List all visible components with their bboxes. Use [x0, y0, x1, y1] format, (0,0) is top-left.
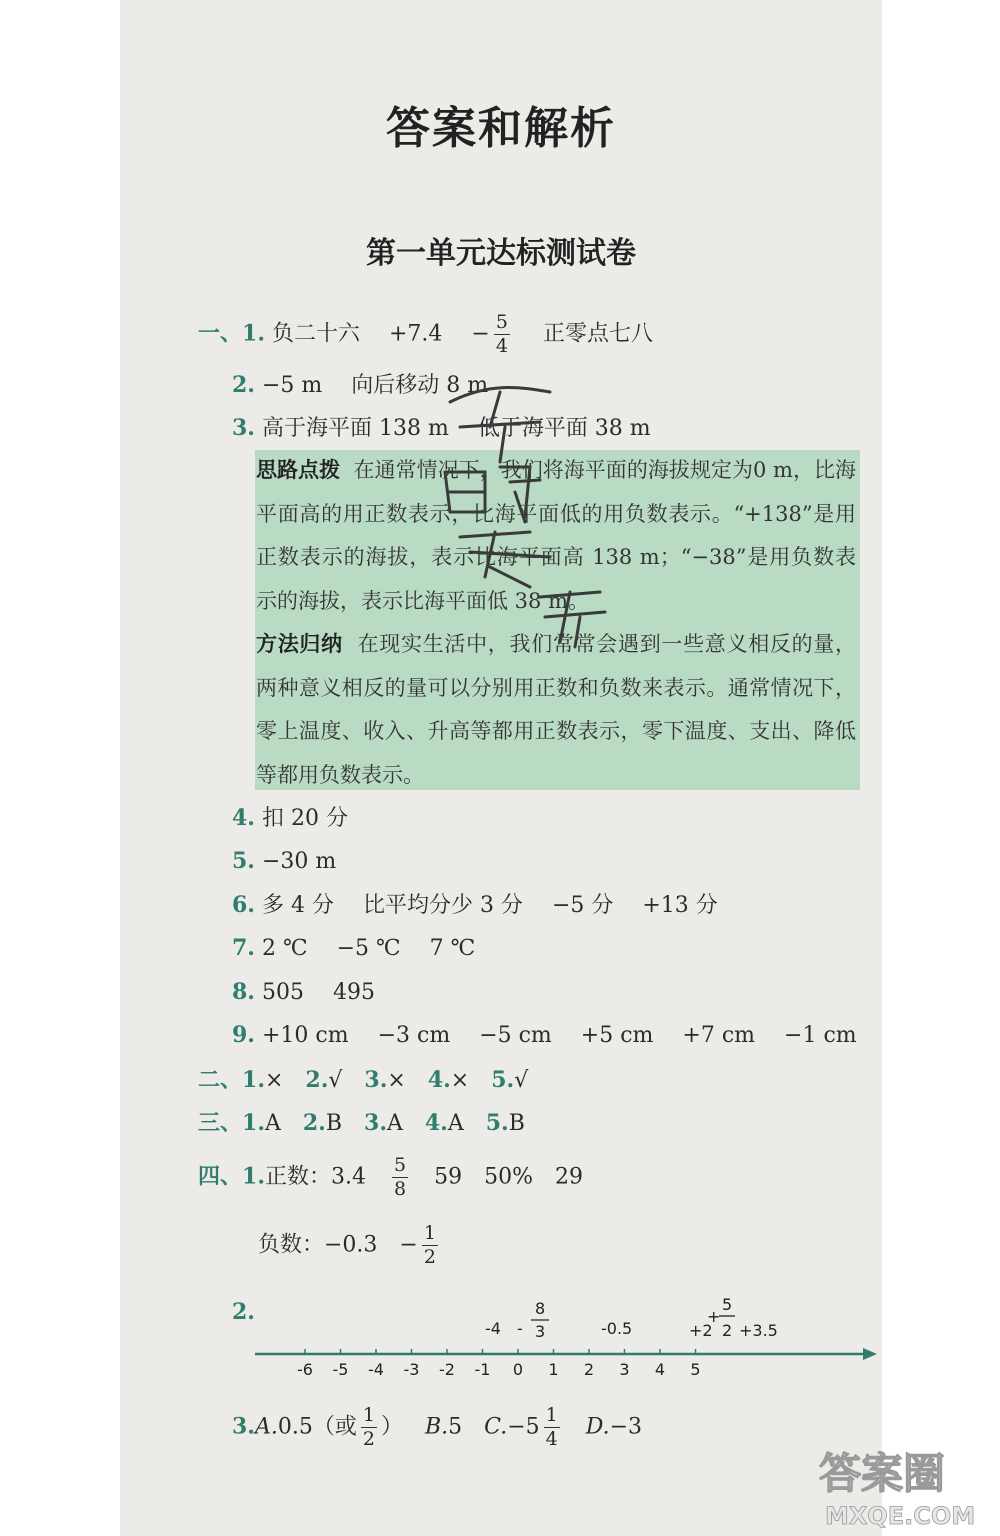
- watermark-text-bottom: MXQE.COM: [825, 1502, 976, 1530]
- answer-text: 7 ℃: [429, 936, 476, 961]
- question-number: 3.: [364, 1110, 387, 1136]
- part4-q1-positive: [198, 1156, 583, 1199]
- answer-sign: −: [399, 1232, 418, 1258]
- answer-text: 50%: [484, 1164, 533, 1190]
- answer-sign: −: [471, 321, 490, 347]
- numerator: 1: [545, 1404, 558, 1426]
- denominator: 2: [362, 1428, 375, 1450]
- point-label: +3.5: [739, 1321, 778, 1340]
- axis-tick-label: 0: [512, 1360, 524, 1379]
- point-label: -4: [485, 1319, 501, 1338]
- answer-text: −30 m: [261, 849, 337, 874]
- question-number: 2.: [302, 1110, 326, 1136]
- part1-q5: [232, 846, 336, 877]
- part2-answers: [198, 1065, 528, 1096]
- point-label: 8: [535, 1299, 546, 1318]
- point-label: -0.5: [601, 1319, 633, 1338]
- point-label: +: [707, 1307, 721, 1326]
- answer-choice: A: [447, 1111, 464, 1136]
- point-label: 2: [722, 1321, 733, 1340]
- option-label: B.: [424, 1414, 449, 1440]
- axis-tick-label: 1: [548, 1360, 559, 1379]
- axis-tick-label: -2: [439, 1360, 455, 1379]
- denominator: 2: [423, 1246, 436, 1268]
- answer-text: 低于海平面 38 m: [477, 416, 651, 441]
- axis-tick-label: 4: [654, 1360, 666, 1379]
- point-label: -: [517, 1319, 523, 1338]
- thinking-text: 在通常情况下，我们将海平面的海拔规定为0 m，比海平面高的用正数表示，比海平面低的用负数表示。“+138”是用正数表示的海拔，表示比海平面高 138 m；“−38”是用负数表示的海拔，表示比海平面低 38 m。: [256, 458, 857, 613]
- section-marker-4: 四、: [198, 1163, 243, 1190]
- denominator: 4: [545, 1428, 558, 1450]
- question-number: 4.: [427, 1067, 451, 1093]
- section-marker-3: 三、: [198, 1110, 243, 1136]
- question-number: 1.: [242, 320, 265, 347]
- handwriting-scribble: [430, 372, 620, 652]
- method-text: 在现实生活中，我们常常会遇到一些意义相反的量，两种意义相反的量可以分别用正数和负数来表示。通常情况下，零上温度、收入、升高等都用正数表示，零下温度、支出、降低等都用负数表示。: [256, 632, 857, 787]
- unit-test-title: 第一单元达标测试卷: [366, 236, 636, 271]
- denominator: 4: [495, 335, 508, 357]
- question-number: 7.: [232, 935, 255, 961]
- answer-text: 扣 20 分: [261, 806, 348, 831]
- question-number: 5.: [232, 848, 255, 874]
- question-number: 1.: [242, 1163, 265, 1190]
- axis-tick-label: -6: [297, 1360, 313, 1379]
- axis-tick-label: 2: [583, 1360, 595, 1379]
- part1-q4: [232, 803, 348, 834]
- axis-tick-label: 3: [619, 1360, 630, 1379]
- answer-text: 5: [448, 1414, 463, 1440]
- part1-q6: [232, 890, 718, 921]
- answer-choice: B: [325, 1111, 343, 1136]
- answer-text: −3 cm: [377, 1023, 451, 1048]
- question-number: 3.: [232, 1413, 255, 1440]
- question-number: 2.: [232, 372, 255, 398]
- question-number: 9.: [232, 1022, 255, 1048]
- number-line-diagram: [245, 1290, 885, 1385]
- answer-text: −5 cm: [479, 1023, 552, 1048]
- question-number: 2.: [305, 1067, 329, 1093]
- question-number: 3.: [232, 415, 255, 441]
- numerator: 1: [362, 1404, 375, 1426]
- answer-text: −1 cm: [784, 1023, 857, 1048]
- site-watermark: [815, 1440, 993, 1532]
- axis-tick-label: 5: [690, 1360, 701, 1379]
- fraction: [392, 1156, 408, 1199]
- answer-text: +5 cm: [580, 1023, 654, 1048]
- answer-mark: ×: [264, 1068, 284, 1093]
- answer-choice: A: [264, 1111, 281, 1136]
- point-label: 5: [722, 1295, 733, 1314]
- option-label: A.: [254, 1414, 278, 1440]
- question-number: 8.: [232, 979, 255, 1005]
- answer-text: +7 cm: [682, 1023, 756, 1048]
- part1-q7: [232, 933, 475, 964]
- question-number: 6.: [232, 892, 255, 918]
- answer-text: 505: [261, 980, 304, 1005]
- question-number: 4.: [232, 805, 255, 831]
- answer-choice: B: [508, 1111, 525, 1136]
- answer-text: 59: [434, 1164, 463, 1190]
- answer-mark: √: [328, 1068, 343, 1093]
- answer-page: [120, 0, 882, 1536]
- part1-q9: [232, 1020, 857, 1051]
- answer-text: −5 ℃: [336, 936, 401, 961]
- tick-label-group: [297, 1360, 701, 1379]
- axis-tick-label: -3: [403, 1360, 420, 1379]
- positive-label: 正数：3.4: [264, 1164, 366, 1190]
- part4-q3: [232, 1406, 642, 1449]
- option-label: D.: [585, 1414, 610, 1440]
- answer-mark: √: [514, 1068, 529, 1093]
- part3-answers: [198, 1108, 525, 1139]
- numerator: 5: [393, 1154, 407, 1176]
- answer-text: 负二十六: [271, 321, 360, 347]
- answer-text: 0.5（或: [277, 1414, 357, 1440]
- question-number: 1.: [242, 1110, 265, 1136]
- numerator: 1: [423, 1222, 436, 1244]
- question-number: 5.: [485, 1110, 509, 1136]
- fraction: [361, 1406, 377, 1449]
- answer-text: 2 ℃: [261, 936, 308, 961]
- answer-text: 多 4 分: [261, 893, 334, 918]
- section-marker-1: 一、: [198, 320, 243, 347]
- answer-text: +7.4: [389, 321, 443, 347]
- axis-tick-label: -1: [474, 1360, 491, 1379]
- fraction: [544, 1406, 560, 1449]
- fraction: [494, 313, 510, 356]
- thinking-label: 思路点拨: [256, 458, 341, 482]
- question-number: 5.: [491, 1067, 515, 1093]
- option-label: C.: [484, 1414, 508, 1440]
- numerator: 5: [495, 311, 508, 333]
- answer-text: +10 cm: [261, 1023, 349, 1048]
- axis-tick-label: -5: [332, 1360, 349, 1379]
- answer-text: 比平均分少 3 分: [362, 893, 523, 918]
- answer-text: +13 分: [642, 893, 718, 918]
- method-label: 方法归纳: [256, 632, 343, 656]
- page-title: 答案和解析: [386, 103, 616, 154]
- answer-choice: A: [386, 1111, 403, 1136]
- question-number: 4.: [424, 1110, 448, 1136]
- section-marker-2: 二、: [198, 1067, 243, 1093]
- point-label: 3: [535, 1322, 546, 1341]
- point-label: +2: [689, 1321, 713, 1340]
- answer-text: −5 m: [261, 373, 323, 398]
- answer-text: −5 分: [551, 893, 614, 918]
- answer-text: 正零点七八: [542, 321, 653, 347]
- question-number: 2.: [232, 1299, 255, 1325]
- watermark-text-top: 答案圈: [819, 1449, 946, 1498]
- answer-text: 29: [554, 1164, 583, 1190]
- part4-q1-negative: [258, 1224, 442, 1267]
- negative-label: 负数：−0.3: [258, 1232, 378, 1258]
- axis-arrow: [863, 1348, 877, 1360]
- question-number: 3.: [364, 1067, 388, 1093]
- answer-text: ）: [380, 1414, 403, 1440]
- part1-q8: [232, 977, 375, 1008]
- axis-tick-label: -4: [368, 1360, 384, 1379]
- fraction: [422, 1224, 438, 1267]
- answer-text: −5: [507, 1414, 540, 1440]
- answer-mark: ×: [450, 1068, 470, 1093]
- answer-text: 495: [332, 980, 375, 1005]
- question-number: 1.: [242, 1067, 265, 1093]
- denominator: 8: [393, 1178, 407, 1200]
- answer-text: −3: [609, 1414, 643, 1440]
- part1-q1: [198, 313, 653, 356]
- answer-text: 向后移动 8 m: [351, 373, 489, 398]
- answer-text: 高于海平面 138 m: [261, 416, 449, 441]
- answer-mark: ×: [387, 1068, 406, 1093]
